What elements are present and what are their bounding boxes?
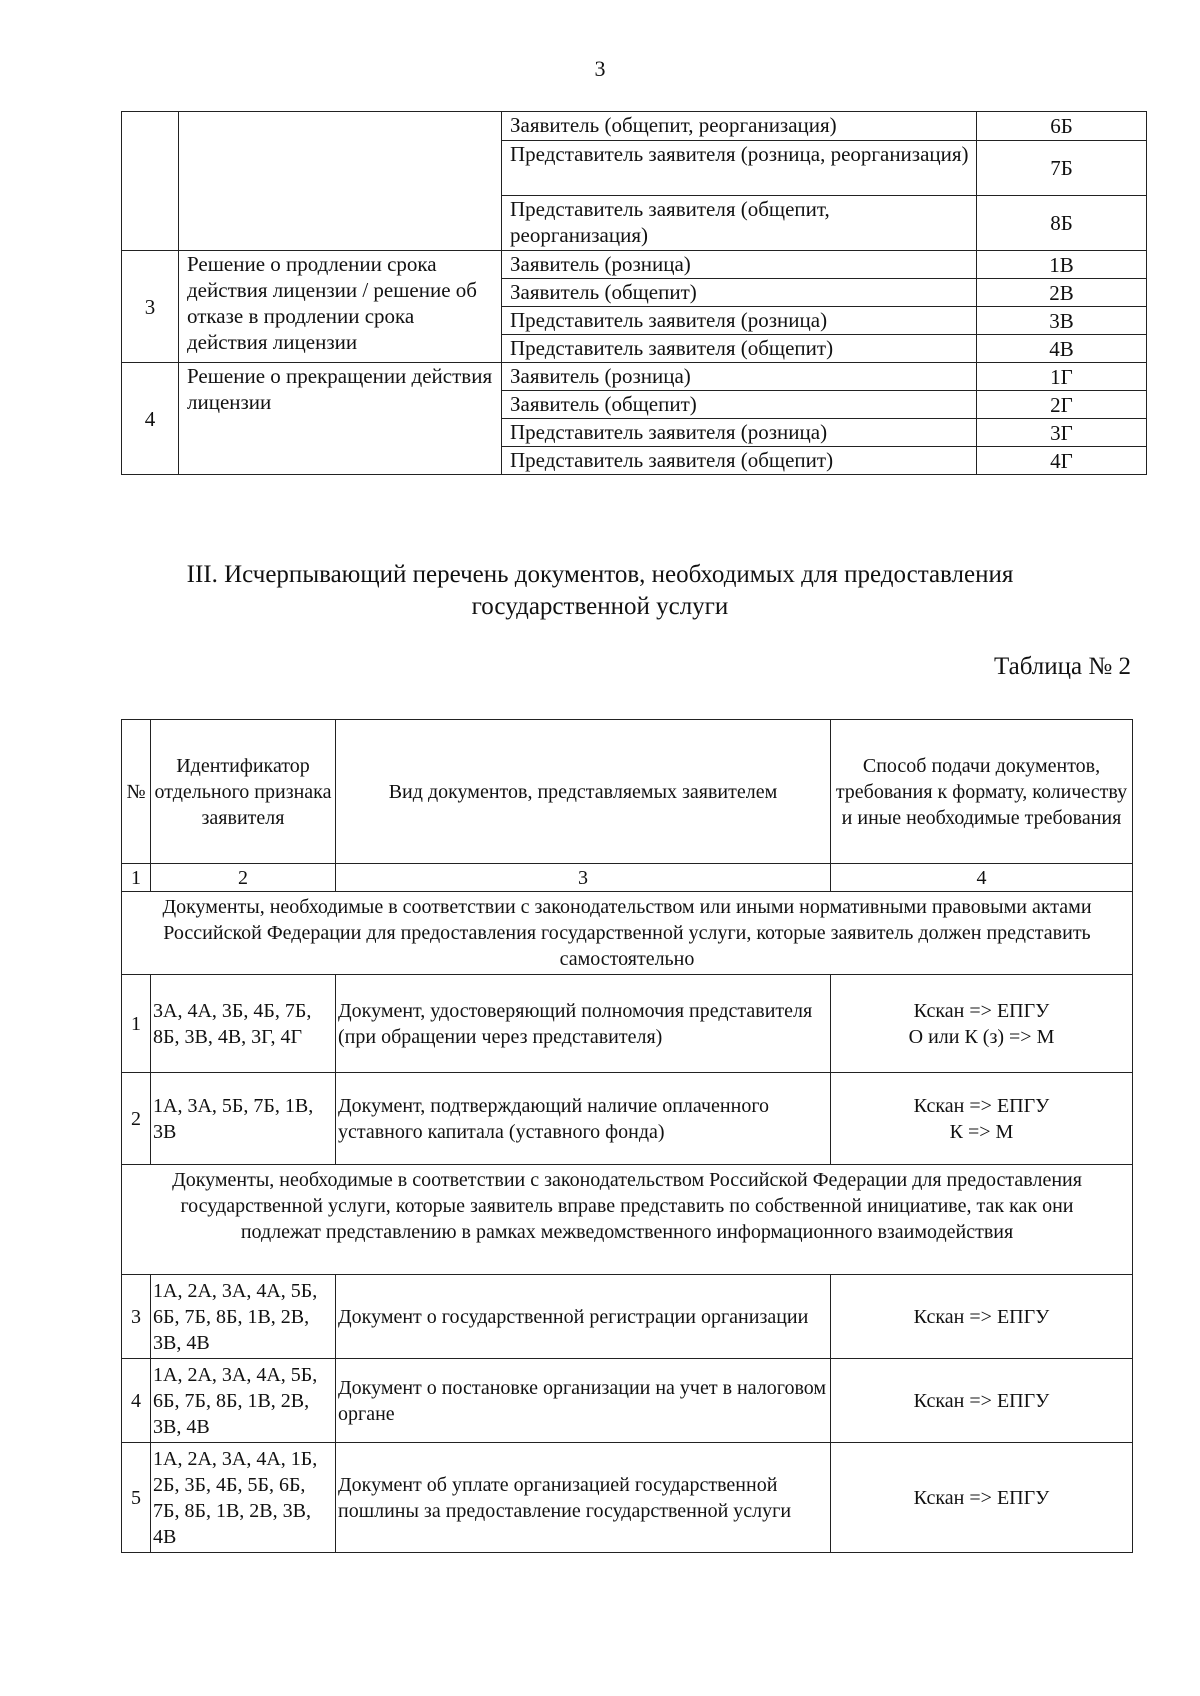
table-row xyxy=(122,1275,1133,1359)
document-cell: Документ о государственной регистрации организации xyxy=(336,1275,831,1359)
table-row xyxy=(122,112,1147,141)
header-row xyxy=(122,720,1133,864)
applicant-cell: Представитель заявителя (розница) xyxy=(502,307,977,335)
column-number: 3 xyxy=(336,864,831,892)
applicant-cell: Представитель заявителя (общепит) xyxy=(502,335,977,363)
applicant-cell: Заявитель (общепит) xyxy=(502,279,977,307)
column-number: 4 xyxy=(831,864,1133,892)
column-number: 1 xyxy=(122,864,151,892)
section-row xyxy=(122,892,1133,975)
table-row xyxy=(122,1359,1133,1443)
header-identifier: Идентификатор отдельного признака заявителя xyxy=(151,720,336,864)
table-row xyxy=(122,975,1133,1073)
applicant-cell: Заявитель (общепит) xyxy=(502,391,977,419)
variant-code-cell: 1Г xyxy=(977,363,1147,391)
page-number: 3 xyxy=(594,56,606,81)
identifiers-cell: 3А, 4А, 3Б, 4Б, 7Б, 8Б, 3В, 4В, 3Г, 4Г xyxy=(151,975,336,1073)
method-line: О или К (з) => М xyxy=(908,1025,1055,1048)
variant-code-cell: 4Г xyxy=(977,447,1147,475)
section-row xyxy=(122,1165,1133,1275)
table-row xyxy=(122,1443,1133,1553)
variant-code-cell: 2Г xyxy=(977,391,1147,419)
document-cell: Документ, подтверждающий наличие оплаченного уставного капитала (уставного фонда) xyxy=(336,1073,831,1165)
method-cell: Кскан => ЕПГУ xyxy=(831,1443,1133,1553)
identifiers-cell: 1А, 2А, 3А, 4А, 5Б, 6Б, 7Б, 8Б, 1В, 2В, 3В, 4В xyxy=(151,1275,336,1359)
method-cell xyxy=(831,975,1133,1073)
decision-cell: Решение о продлении срока действия лицензии / решение об отказе в продлении срока действия лицензии xyxy=(179,251,502,363)
table-row xyxy=(122,363,1147,391)
document-cell: Документ об уплате организацией государственной пошлины за предоставление государственной услуги xyxy=(336,1443,831,1553)
applicant-cell: Представитель заявителя (общепит, реорганизация) xyxy=(502,196,977,251)
row-number: 3 xyxy=(122,1275,151,1359)
method-line: К => М xyxy=(949,1120,1014,1143)
variant-code-cell: 3В xyxy=(977,307,1147,335)
method-cell xyxy=(831,1073,1133,1165)
applicant-cell: Заявитель (розница) xyxy=(502,363,977,391)
row-number-cell: 3 xyxy=(122,251,179,363)
section-title xyxy=(100,559,1100,623)
document-cell: Документ, удостоверяющий полномочия представителя (при обращении через представителя) xyxy=(336,975,831,1073)
decision-cell xyxy=(179,112,502,251)
variant-code-cell: 6Б xyxy=(977,112,1147,141)
decision-cell: Решение о прекращении действия лицензии xyxy=(179,363,502,475)
document-cell: Документ о постановке организации на учет в налоговом органе xyxy=(336,1359,831,1443)
header-document-type: Вид документов, представляемых заявителем xyxy=(336,720,831,864)
row-number: 5 xyxy=(122,1443,151,1553)
method-line: Кскан => ЕПГУ xyxy=(913,1094,1050,1117)
column-number-row xyxy=(122,864,1133,892)
row-number: 4 xyxy=(122,1359,151,1443)
section-title-line: III. Исчерпывающий перечень документов, необходимых для предоставления xyxy=(186,561,1014,588)
section-header-cell: Документы, необходимые в соответствии с законодательством или иными нормативными правовыми актами Российской Федерации для предоставления государственной услуги, которые заявитель должен представить самостоятельно xyxy=(122,892,1133,975)
table-row xyxy=(122,1073,1133,1165)
applicant-variants-table xyxy=(121,111,1147,475)
header-submission-method: Способ подачи документов, требования к формату, количеству и иные необходимые требования xyxy=(831,720,1133,864)
variant-code-cell: 4В xyxy=(977,335,1147,363)
identifiers-cell: 1А, 3А, 5Б, 7Б, 1В, 3В xyxy=(151,1073,336,1165)
documents-table xyxy=(121,719,1133,1553)
variant-code-cell: 8Б xyxy=(977,196,1147,251)
variant-code-cell: 1В xyxy=(977,251,1147,279)
variant-code-cell: 7Б xyxy=(977,141,1147,196)
method-cell: Кскан => ЕПГУ xyxy=(831,1359,1133,1443)
applicant-cell: Представитель заявителя (розница) xyxy=(502,419,977,447)
identifiers-cell: 1А, 2А, 3А, 4А, 1Б, 2Б, 3Б, 4Б, 5Б, 6Б, 7Б, 8Б, 1В, 2В, 3В, 4В xyxy=(151,1443,336,1553)
section-header-cell: Документы, необходимые в соответствии с законодательством Российской Федерации для предоставления государственной услуги, которые заявитель вправе представить по собственной инициативе, так как они подлежат представлению в рамках межведомственного информационного взаимодействия xyxy=(122,1165,1133,1275)
applicant-cell: Заявитель (розница) xyxy=(502,251,977,279)
table-row xyxy=(122,251,1147,279)
row-number: 1 xyxy=(122,975,151,1073)
section-title-line: государственной услуги xyxy=(471,593,729,620)
variant-code-cell: 3Г xyxy=(977,419,1147,447)
row-number-cell: 4 xyxy=(122,363,179,475)
applicant-cell: Представитель заявителя (общепит) xyxy=(502,447,977,475)
column-number: 2 xyxy=(151,864,336,892)
table-caption: Таблица № 2 xyxy=(993,653,1131,680)
applicant-cell: Представитель заявителя (розница, реорганизация) xyxy=(502,141,977,196)
variant-code-cell: 2В xyxy=(977,279,1147,307)
method-cell: Кскан => ЕПГУ xyxy=(831,1275,1133,1359)
identifiers-cell: 1А, 2А, 3А, 4А, 5Б, 6Б, 7Б, 8Б, 1В, 2В, 3В, 4В xyxy=(151,1359,336,1443)
header-num: № xyxy=(122,720,151,864)
applicant-cell: Заявитель (общепит, реорганизация) xyxy=(502,112,977,141)
row-number-cell xyxy=(122,112,179,251)
row-number: 2 xyxy=(122,1073,151,1165)
method-line: Кскан => ЕПГУ xyxy=(913,999,1050,1022)
